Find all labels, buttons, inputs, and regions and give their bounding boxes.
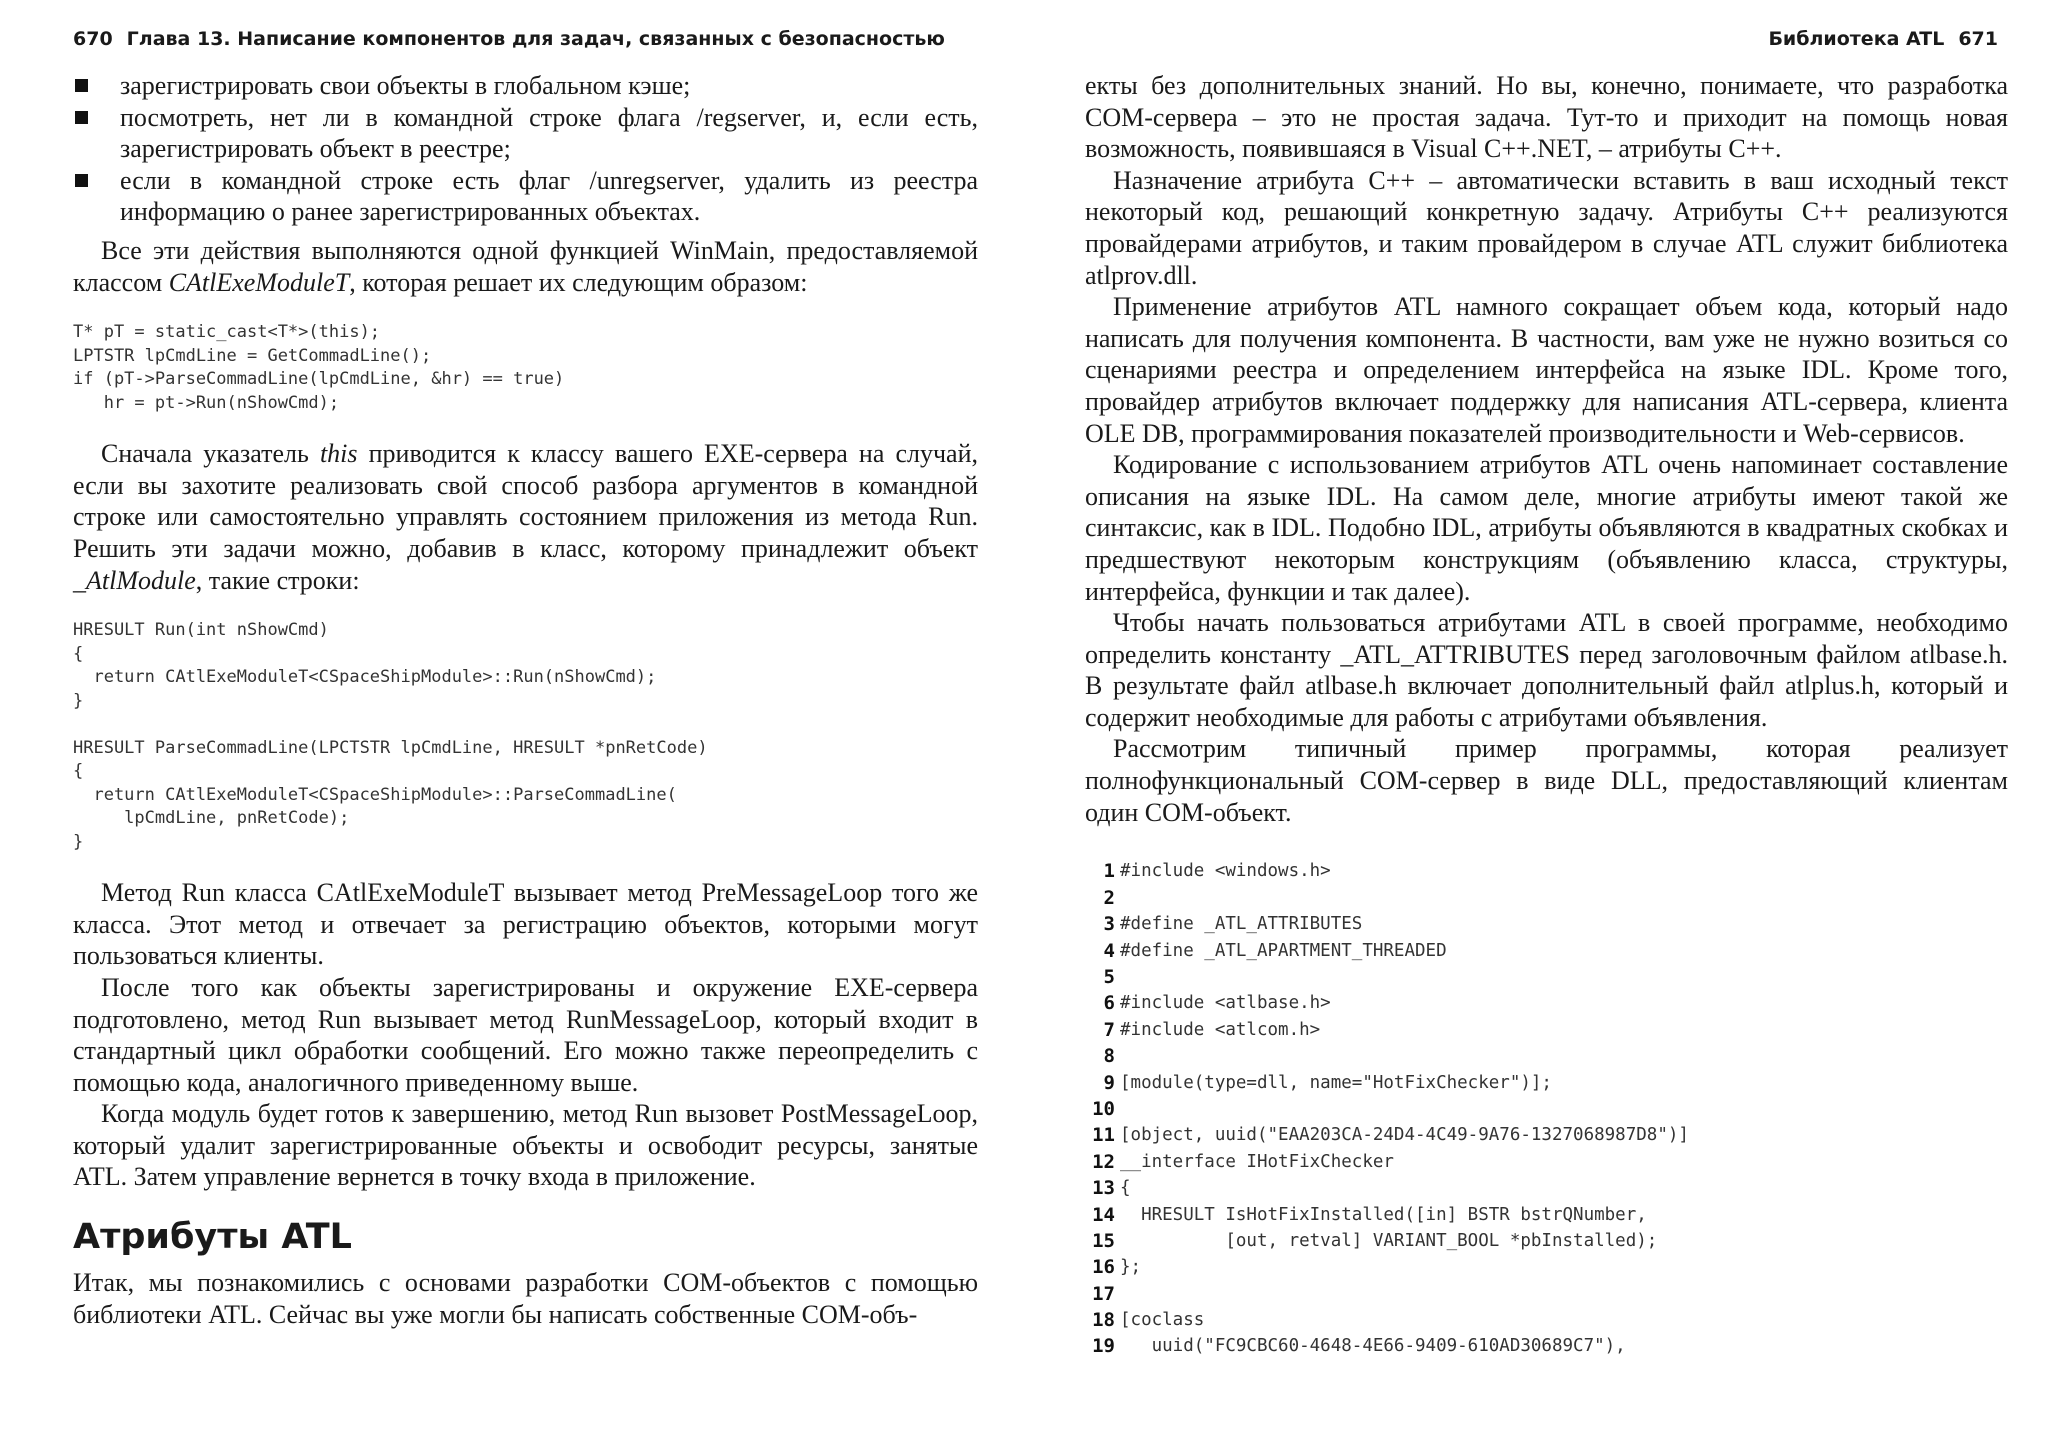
bullet-square-icon <box>75 174 88 187</box>
right-page <box>1024 0 2048 1447</box>
right-running-head <box>1768 28 1998 50</box>
bullet-square-icon <box>75 79 88 92</box>
paragraph: Кодирование с использованием атрибутов ATL очень напоминает составление описания на языке IDL. На самом деле, многие атрибуты имеют такой же синтаксис, как в IDL. Подобно IDL, атрибуты объявляются в квадратных скобках и предшествуют некоторым конструкциям (объявлению класса, структуры, интерфейса, функции и так далее). <box>1085 450 2008 606</box>
code-line: 9 [module(type=dll, name="HotFixChecker")]; <box>1103 1071 1552 1094</box>
paragraph: Когда модуль будет готов к завершению, метод Run вызовет PostMessageLoop, который удалит зарегистрированные объекты и освободит ресурсы, занятые ATL. Затем управление вернется в точку входа в приложение. <box>73 1099 978 1192</box>
paragraph: Все эти действия выполняются одной функцией WinMain, предоставляемой классом CAtlExeModuleT, которая решает их следующим образом: <box>73 235 978 297</box>
code-line: 13 { <box>1092 1177 1131 1200</box>
code-line: 8 <box>1103 1045 1115 1068</box>
code-block: HRESULT Run(int nShowCmd) { return CAtlExeModuleT<CSpaceShipModule>::Run(nShowCmd); } HRESULT ParseCommadLine(LPCTSTR lpCmdLine, HRESULT *pnRetCode) { return CAtlExeModuleT<CSpaceShipModule>::ParseCommadLine( lpCmdLine, pnRetCode); } <box>73 620 708 852</box>
bullet-list <box>73 70 978 228</box>
paragraph: Назначение атрибута C++ – автоматически вставить в ваш исходный текст некоторый код, решающий конкретную задачу. Атрибуты C++ реализуются провайдерами атрибутов, и таким провайдером в случае ATL служит библиотека atlprov.dll. <box>1085 165 2008 290</box>
code-line: 17 <box>1092 1282 1115 1305</box>
page-number: 670 <box>73 28 113 50</box>
code-listing <box>1085 858 2008 1359</box>
paragraph: Чтобы начать пользоваться атрибутами ATL в своей программе, необходимо определить константу _ATL_ATTRIBUTES перед заголовочным файлом atlbase.h. В результате файл atlbase.h включает дополнительный файл atlplus.h, который и содержит необходимые для работы с атрибутами объявления. <box>1085 608 2008 732</box>
code-line: 6 #include <atlbase.h> <box>1103 992 1331 1015</box>
paragraph: Метод Run класса CAtlExeModuleT вызывает метод PreMessageLoop того же класса. Этот метод и отвечает за регистрацию объектов, которыми могут пользоваться клиенты. <box>73 878 978 971</box>
code-line: 2 <box>1103 886 1115 909</box>
code-line: 4 #define _ATL_APARTMENT_THREADED <box>1103 939 1447 962</box>
bullet-square-icon <box>75 111 88 124</box>
code-line: 1 #include <windows.h> <box>1103 860 1331 883</box>
list-item: если в командной строке есть флаг /unregserver, удалить из реестра информацию о ранее зарегистрированных объектах. <box>73 165 978 228</box>
list-item: зарегистрировать свои объекты в глобальном кэше; <box>73 70 978 102</box>
page-number: 671 <box>1958 28 1998 50</box>
code-line: 3 #define _ATL_ATTRIBUTES <box>1103 913 1363 936</box>
left-running-head <box>73 28 945 50</box>
code-line: 5 <box>1103 966 1115 988</box>
paragraph: Применение атрибутов ATL намного сокращает объем кода, который надо написать для получения компонента. В частности, вам уже не нужно возиться со сценариями реестра и определением интерфейса на языке IDL. Кроме того, провайдер атрибутов включает поддержку для написания ATL-сервера, клиента OLE DB, программирования показателей производительности и Web-сервисов. <box>1085 292 2008 448</box>
code-line: 12 __interface IHotFixChecker <box>1092 1150 1394 1173</box>
section-heading: Атрибуты ATL <box>73 1217 352 1258</box>
code-line: 10 <box>1092 1097 1115 1120</box>
paragraph: Рассмотрим типичный пример программы, которая реализует полнофункциональный COM-сервер в виде DLL, предоставляющий клиентам один COM-объект. <box>1085 734 2008 827</box>
code-line: 11 [object, uuid("EAA203CA-24D4-4C49-9A76-1327068987D8")] <box>1092 1124 1689 1147</box>
right-text-column <box>1085 70 2008 1360</box>
code-line: 19 uuid("FC9CBC60-4648-4E66-9409-610AD30689C7"), <box>1092 1335 1626 1358</box>
code-block: T* pT = static_cast<T*>(this); LPTSTR lpCmdLine = GetCommadLine(); if (pT->ParseCommadLine(lpCmdLine, &hr) == true) hr = pt->Run(nShowCmd); <box>73 322 565 413</box>
code-line: 15 [out, retval] VARIANT_BOOL *pbInstalled); <box>1092 1229 1658 1252</box>
chapter-title: Глава 13. Написание компонентов для задач, связанных с безопасностью <box>126 28 945 50</box>
paragraph: Итак, мы познакомились с основами разработки COM-объектов с помощью библиотеки ATL. Сейчас вы уже могли бы написать собственные COM-объ- <box>73 1268 978 1329</box>
code-line: 7 #include <atlcom.h> <box>1103 1018 1321 1041</box>
code-line: 16 }; <box>1092 1256 1142 1279</box>
book-section-title: Библиотека ATL <box>1768 28 1945 50</box>
paragraph: После того как объекты зарегистрированы и окружение EXE-сервера подготовлено, метод Run вызывает метод RunMessageLoop, который входит в стандартный цикл обработки сообщений. Его можно также переопределить с помощью кода, аналогичного приведенному выше. <box>73 972 978 1097</box>
paragraph: Сначала указатель this приводится к классу вашего EXE-сервера на случай, если вы захотите реализовать свой способ разбора аргументов в командной строке или самостоятельно управлять состоянием приложения из метода Run. Решить эти задачи можно, добавив в класс, которому принадлежит объект _AtlModule, такие строки: <box>73 439 979 595</box>
list-item: посмотреть, нет ли в командной строке флага /regserver, и, если есть, зарегистрировать объект в реестре; <box>73 102 978 165</box>
paragraph: екты без дополнительных знаний. Но вы, конечно, понимаете, что разработка COM-сервера – это не простая задача. Тут-то и приходит на помощь новая возможность, появившаяся в Visual C++.NET, – атрибуты C++. <box>1085 71 2008 164</box>
code-line: 14 HRESULT IsHotFixInstalled([in] BSTR bstrQNumber, <box>1092 1203 1647 1226</box>
code-line: 18 [coclass <box>1092 1309 1205 1332</box>
left-text-column <box>73 70 978 1330</box>
